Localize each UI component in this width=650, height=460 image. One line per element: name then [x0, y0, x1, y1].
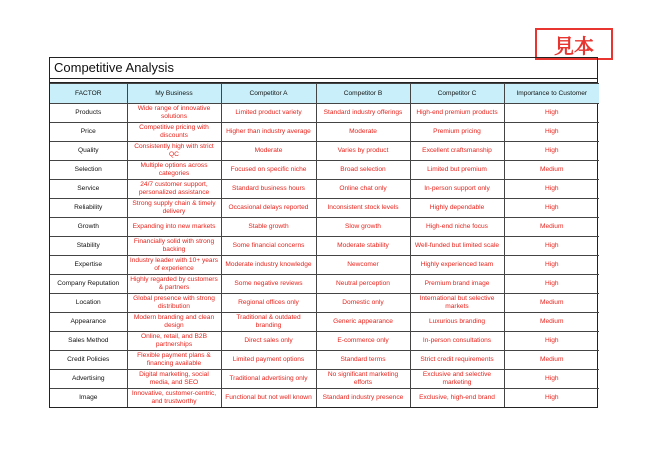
my-business-cell: Competitive pricing with discounts [127, 123, 221, 142]
competitor-c-cell: Excellent craftsmanship [410, 142, 504, 161]
competitor-c-cell: Premium brand image [410, 275, 504, 294]
importance-cell: High [504, 237, 599, 256]
competitor-a-cell: Standard business hours [221, 180, 316, 199]
importance-cell: High [504, 332, 599, 351]
factor-cell: Selection [50, 161, 127, 180]
competitor-a-cell: Some financial concerns [221, 237, 316, 256]
sheet-title: Competitive Analysis [50, 58, 597, 79]
competitor-c-cell: International but selective markets [410, 294, 504, 313]
competitor-a-cell: Regional offices only [221, 294, 316, 313]
my-business-cell: Digital marketing, social media, and SEO [127, 370, 221, 389]
competitor-c-cell: Premium pricing [410, 123, 504, 142]
competitor-c-cell: Limited but premium [410, 161, 504, 180]
my-business-cell: Flexible payment plans & financing available [127, 351, 221, 370]
importance-cell: High [504, 104, 599, 123]
table-row [50, 161, 599, 180]
my-business-cell: Consistently high with strict QC [127, 142, 221, 161]
my-business-cell: Modern branding and clean design [127, 313, 221, 332]
competitor-c-cell: Highly experienced team [410, 256, 504, 275]
competitor-a-cell: Functional but not well known [221, 389, 316, 408]
factor-cell: Growth [50, 218, 127, 237]
table-row [50, 332, 599, 351]
my-business-cell: Innovative, customer-centric, and trustworthy [127, 389, 221, 408]
importance-cell: Medium [504, 218, 599, 237]
competitor-b-cell: Moderate stability [316, 237, 410, 256]
column-header-importance: Importance to Customer [504, 84, 599, 104]
importance-cell: High [504, 370, 599, 389]
competitive-analysis-table [50, 83, 599, 407]
table-row [50, 142, 599, 161]
importance-cell: High [504, 275, 599, 294]
competitor-b-cell: Inconsistent stock levels [316, 199, 410, 218]
table-row [50, 313, 599, 332]
competitor-b-cell: Domestic only [316, 294, 410, 313]
factor-cell: Quality [50, 142, 127, 161]
my-business-cell: Strong supply chain & timely delivery [127, 199, 221, 218]
factor-cell: Products [50, 104, 127, 123]
my-business-cell: Online, retail, and B2B partnerships [127, 332, 221, 351]
competitor-a-cell: Traditional advertising only [221, 370, 316, 389]
my-business-cell: Multiple options across categories [127, 161, 221, 180]
factor-cell: Expertise [50, 256, 127, 275]
competitor-c-cell: Luxurious branding [410, 313, 504, 332]
my-business-cell: Wide range of innovative solutions [127, 104, 221, 123]
factor-cell: Stability [50, 237, 127, 256]
competitor-b-cell: No significant marketing efforts [316, 370, 410, 389]
competitor-a-cell: Focused on specific niche [221, 161, 316, 180]
sample-stamp: 見本 [535, 28, 613, 60]
column-header-factor: FACTOR [50, 84, 127, 104]
importance-cell: High [504, 180, 599, 199]
column-header-competitor-c: Competitor C [410, 84, 504, 104]
factor-cell: Price [50, 123, 127, 142]
column-header-competitor-b: Competitor B [316, 84, 410, 104]
competitor-a-cell: Occasional delays reported [221, 199, 316, 218]
importance-cell: High [504, 389, 599, 408]
table-row [50, 351, 599, 370]
my-business-cell: Expanding into new markets [127, 218, 221, 237]
table-row [50, 294, 599, 313]
importance-cell: Medium [504, 294, 599, 313]
analysis-sheet [49, 57, 598, 408]
competitor-a-cell: Higher than industry average [221, 123, 316, 142]
competitor-a-cell: Some negative reviews [221, 275, 316, 294]
importance-cell: Medium [504, 313, 599, 332]
competitor-a-cell: Moderate [221, 142, 316, 161]
factor-cell: Appearance [50, 313, 127, 332]
importance-cell: High [504, 123, 599, 142]
importance-cell: High [504, 142, 599, 161]
column-header-my-business: My Business [127, 84, 221, 104]
importance-cell: High [504, 199, 599, 218]
factor-cell: Advertising [50, 370, 127, 389]
competitor-a-cell: Limited payment options [221, 351, 316, 370]
table-row [50, 123, 599, 142]
my-business-cell: Financially solid with strong backing [127, 237, 221, 256]
competitor-b-cell: Standard industry presence [316, 389, 410, 408]
competitor-b-cell: E-commerce only [316, 332, 410, 351]
factor-cell: Company Reputation [50, 275, 127, 294]
table-row [50, 237, 599, 256]
competitor-b-cell: Generic appearance [316, 313, 410, 332]
competitor-c-cell: High-end niche focus [410, 218, 504, 237]
competitor-c-cell: High-end premium products [410, 104, 504, 123]
competitor-a-cell: Moderate industry knowledge [221, 256, 316, 275]
competitor-b-cell: Newcomer [316, 256, 410, 275]
table-row [50, 199, 599, 218]
column-header-competitor-a: Competitor A [221, 84, 316, 104]
competitor-b-cell: Neutral perception [316, 275, 410, 294]
competitor-a-cell: Limited product variety [221, 104, 316, 123]
competitor-a-cell: Stable growth [221, 218, 316, 237]
my-business-cell: 24/7 customer support, personalized assistance [127, 180, 221, 199]
table-row [50, 180, 599, 199]
table-row [50, 104, 599, 123]
importance-cell: Medium [504, 161, 599, 180]
factor-cell: Reliability [50, 199, 127, 218]
competitor-b-cell: Online chat only [316, 180, 410, 199]
competitor-c-cell: Exclusive and selective marketing [410, 370, 504, 389]
my-business-cell: Highly regarded by customers & partners [127, 275, 221, 294]
table-row [50, 370, 599, 389]
table-row [50, 256, 599, 275]
table-row [50, 275, 599, 294]
competitor-b-cell: Broad selection [316, 161, 410, 180]
importance-cell: Medium [504, 351, 599, 370]
factor-cell: Service [50, 180, 127, 199]
table-row [50, 218, 599, 237]
my-business-cell: Global presence with strong distribution [127, 294, 221, 313]
competitor-c-cell: In-person support only [410, 180, 504, 199]
competitor-b-cell: Varies by product [316, 142, 410, 161]
factor-cell: Credit Policies [50, 351, 127, 370]
competitor-c-cell: Highly dependable [410, 199, 504, 218]
table-row [50, 389, 599, 408]
competitor-c-cell: In-person consultations [410, 332, 504, 351]
factor-cell: Image [50, 389, 127, 408]
competitor-a-cell: Direct sales only [221, 332, 316, 351]
header-row [50, 84, 599, 104]
importance-cell: High [504, 256, 599, 275]
factor-cell: Location [50, 294, 127, 313]
competitor-c-cell: Strict credit requirements [410, 351, 504, 370]
competitor-b-cell: Slow growth [316, 218, 410, 237]
my-business-cell: Industry leader with 10+ years of experience [127, 256, 221, 275]
competitor-b-cell: Standard terms [316, 351, 410, 370]
competitor-c-cell: Exclusive, high-end brand [410, 389, 504, 408]
competitor-b-cell: Moderate [316, 123, 410, 142]
competitor-a-cell: Traditional & outdated branding [221, 313, 316, 332]
factor-cell: Sales Method [50, 332, 127, 351]
competitor-b-cell: Standard industry offerings [316, 104, 410, 123]
competitor-c-cell: Well-funded but limited scale [410, 237, 504, 256]
